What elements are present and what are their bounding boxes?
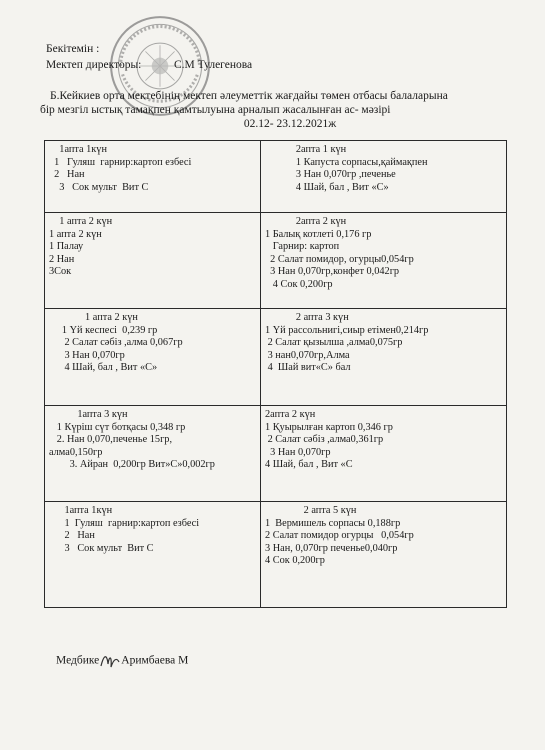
- menu-line: 1 Үй кеспесі 0,239 гр: [49, 324, 158, 336]
- menu-line: 1 Күріш сүт ботқасы 0,348 гр: [49, 421, 186, 433]
- menu-line: 2апта 2 күн: [265, 409, 316, 420]
- menu-line: 3 Сок мульт Вит С: [49, 181, 149, 193]
- menu-line: 1 Балық котлеті 0,176 гр: [265, 228, 372, 240]
- menu-line: 1 Капуста сорпасы,қаймақпен: [265, 156, 428, 168]
- menu-line: 1апта 3 күн: [49, 409, 128, 420]
- menu-line: 1 Гуляш гарнир:картоп езбесі: [49, 156, 192, 168]
- handwritten-signature-icon: [99, 652, 121, 670]
- menu-line: 1 апта 2 күн: [49, 228, 102, 240]
- menu-line: 1 Гуляш гарнир:картоп езбесі: [49, 517, 200, 529]
- menu-line: 4 Шай, бал , Вит «С»: [49, 362, 158, 374]
- menu-line: 4 Шай, бал , Вит «С: [265, 459, 353, 471]
- menu-line: 3Сок: [49, 266, 72, 278]
- menu-line: 2 Нан: [49, 530, 95, 542]
- menu-line: 3 Сок мульт Вит С: [49, 542, 154, 554]
- menu-line: 2апта 1 күн: [265, 144, 347, 155]
- menu-line: 2 Салат помидор огурцы 0,054гр: [265, 530, 414, 542]
- week2-menu-cell: [261, 309, 507, 406]
- director-line: [46, 58, 253, 73]
- director-label: Мектеп директоры:: [46, 59, 142, 71]
- menu-line: Гарнир: картоп: [265, 241, 340, 253]
- menu-line: 2. Нан 0,070,печенье 15гр,: [49, 434, 173, 446]
- menu-line: 2апта 2 күн: [265, 216, 347, 227]
- menu-line: 1апта 1күн: [49, 505, 113, 516]
- menu-line: 4 Шай вит«С» бал: [265, 362, 351, 374]
- menu-line: 1 Вермишель сорпасы 0,188гр: [265, 517, 401, 529]
- menu-line: 4 Шай, бал , Вит «С»: [265, 181, 389, 193]
- week1-menu-cell: [45, 406, 261, 502]
- menu-line: 3 нан0,070гр,Алма: [265, 349, 350, 361]
- menu-line: 3 Нан 0,070гр ,печенье: [265, 169, 396, 181]
- heading-line-2: бір мезгіл ыстық тамақпен қамтылуына арналып жасалынған ас- мәзірі: [40, 104, 391, 116]
- heading-line-1: Б.Кейкиев орта мектебінің мектеп әлеуметтік жағдайы төмен отбасы балаларына: [50, 90, 448, 102]
- menu-line: 4 Сок 0,200гр: [265, 555, 325, 567]
- menu-line: 2 Салат қызылша ,алма0,075гр: [265, 337, 403, 349]
- menu-line: 3 Нан, 0,070гр печенье0,040гр: [265, 542, 398, 554]
- menu-table-row: [45, 141, 507, 213]
- week1-menu-cell: [45, 213, 261, 309]
- menu-line: 1 Үй рассольнигі,сиыр етімен0,214гр: [265, 324, 429, 336]
- week1-menu-cell: [45, 141, 261, 213]
- menu-line: алма0,150гр: [49, 446, 103, 458]
- heading-date-range: 02.12- 23.12.2021ж: [243, 118, 337, 130]
- menu-line: 2 апта 3 күн: [265, 312, 349, 323]
- menu-line: 3 Нан 0,070гр: [49, 349, 125, 361]
- menu-line: 1 Қуырылған картоп 0,346 гр: [265, 421, 393, 433]
- menu-line: 3. Айран 0,200гр Вит»С»0,002гр: [49, 459, 215, 471]
- week1-menu-cell: [45, 502, 261, 608]
- menu-line: 3 Нан 0,070гр: [265, 446, 331, 458]
- menu-line: 2 Нан: [49, 169, 85, 181]
- menu-line: 1 Палау: [49, 241, 84, 253]
- approval-label: Бекітемін :: [46, 43, 100, 55]
- nurse-label: Медбике: [56, 654, 100, 667]
- menu-table-row: [45, 406, 507, 502]
- menu-line: 1 апта 2 күн: [49, 312, 138, 323]
- menu-line: 1 апта 2 күн: [49, 216, 113, 227]
- menu-line: 2 Салат сәбіз ,алма0,361гр: [265, 434, 384, 446]
- week2-menu-cell: [261, 141, 507, 213]
- footer-signature: [56, 652, 188, 670]
- menu-line: 2 апта 5 күн: [265, 505, 357, 516]
- menu-table: [44, 140, 507, 608]
- week2-menu-cell: [261, 406, 507, 502]
- director-name: С.М Тулегенова: [174, 59, 253, 71]
- menu-table-row: [45, 213, 507, 309]
- menu-line: 2 Салат сәбіз ,алма 0,067гр: [49, 337, 183, 349]
- menu-line: 2 Нан: [49, 253, 75, 265]
- menu-line: 4 Сок 0,200гр: [265, 278, 333, 290]
- approval-block: [46, 42, 253, 73]
- document-heading: [40, 89, 510, 131]
- menu-line: 1апта 1күн: [49, 144, 107, 155]
- menu-table-row: [45, 309, 507, 406]
- week2-menu-cell: [261, 213, 507, 309]
- menu-line: 3 Нан 0,070гр,конфет 0,042гр: [265, 266, 400, 278]
- menu-line: 2 Салат помидор, огурцы0,054гр: [265, 253, 414, 265]
- week2-menu-cell: [261, 502, 507, 608]
- nurse-name: Аримбаева М: [121, 654, 189, 667]
- menu-table-row: [45, 502, 507, 608]
- week1-menu-cell: [45, 309, 261, 406]
